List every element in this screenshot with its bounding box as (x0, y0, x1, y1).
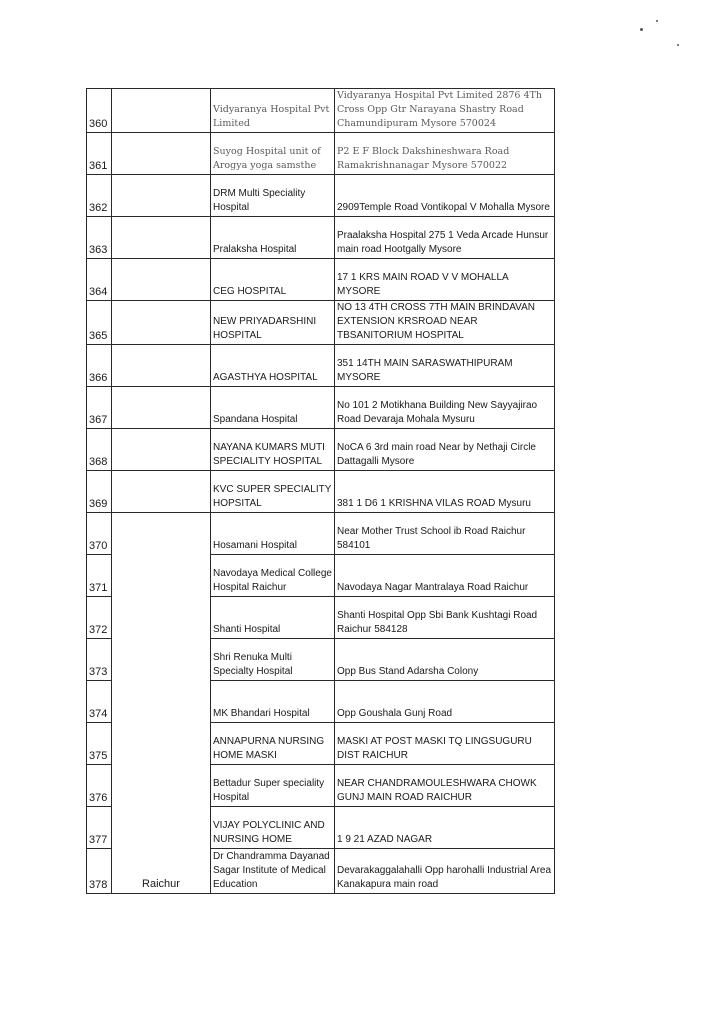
district-cell (112, 471, 211, 513)
district-cell (112, 345, 211, 387)
row-number: 374 (87, 681, 112, 723)
hospital-address: NO 13 4TH CROSS 7TH MAIN BRINDAVAN EXTENSION KRSROAD NEAR TBSANITORIUM HOSPITAL (335, 301, 555, 345)
row-number: 371 (87, 555, 112, 597)
hospital-name: Shanti Hospital (211, 597, 335, 639)
row-number: 366 (87, 345, 112, 387)
hospital-name: KVC SUPER SPECIALITY HOPSITAL (211, 471, 335, 513)
hospital-name: Dr Chandramma Dayanad Sagar Institute of Medical Education (211, 849, 335, 894)
row-number: 376 (87, 765, 112, 807)
hospital-name: Hosamani Hospital (211, 513, 335, 555)
district-cell (112, 259, 211, 301)
table-row (87, 387, 555, 429)
row-number: 360 (87, 89, 112, 133)
hospital-address: Opp Bus Stand Adarsha Colony (335, 639, 555, 681)
hospital-name: NEW PRIYADARSHINI HOSPITAL (211, 301, 335, 345)
row-number: 363 (87, 217, 112, 259)
hospital-name: ANNAPURNA NURSING HOME MASKI (211, 723, 335, 765)
district-cell (112, 175, 211, 217)
hospital-name: AGASTHYA HOSPITAL (211, 345, 335, 387)
hospital-name: Suyog Hospital unit of Arogya yoga samsthe (211, 133, 335, 175)
hospital-address: NEAR CHANDRAMOULESHWARA CHOWK GUNJ MAIN ROAD RAICHUR (335, 765, 555, 807)
district-label: Raichur (142, 878, 180, 890)
hospital-address: P2 E F Block Dakshineshwara Road Ramakrishnanagar Mysore 570022 (335, 133, 555, 175)
district-cell (112, 89, 211, 133)
hospital-name: Pralaksha Hospital (211, 217, 335, 259)
row-number: 365 (87, 301, 112, 345)
hospital-name: CEG HOSPITAL (211, 259, 335, 301)
row-number: 378 (87, 849, 112, 894)
hospital-address: 351 14TH MAIN SARASWATHIPURAM MYSORE (335, 345, 555, 387)
row-number: 368 (87, 429, 112, 471)
hospital-address: NoCA 6 3rd main road Near by Nethaji Circle Dattagalli Mysore (335, 429, 555, 471)
district-cell (112, 387, 211, 429)
scan-speck (677, 44, 679, 46)
hospital-address: Praalaksha Hospital 275 1 Veda Arcade Hunsur main road Hootgally Mysore (335, 217, 555, 259)
row-number: 377 (87, 807, 112, 849)
hospital-address: No 101 2 Motikhana Building New Sayyajirao Road Devaraja Mohala Mysuru (335, 387, 555, 429)
row-number: 370 (87, 513, 112, 555)
row-number: 375 (87, 723, 112, 765)
row-number: 369 (87, 471, 112, 513)
row-number: 362 (87, 175, 112, 217)
row-number: 367 (87, 387, 112, 429)
hospital-name: Navodaya Medical College Hospital Raichur (211, 555, 335, 597)
table-row (87, 217, 555, 259)
table-row (87, 259, 555, 301)
row-number: 373 (87, 639, 112, 681)
hospital-address: Devarakaggalahalli Opp harohalli Industrial Area Kanakapura main road (335, 849, 555, 894)
district-cell (112, 301, 211, 345)
hospital-address: 381 1 D6 1 KRISHNA VILAS ROAD Mysuru (335, 471, 555, 513)
district-cell (112, 513, 211, 894)
scan-speck (640, 28, 643, 31)
hospital-address: 2909Temple Road Vontikopal V Mohalla Mysore (335, 175, 555, 217)
hospital-address: 1 9 21 AZAD NAGAR (335, 807, 555, 849)
table-row (87, 471, 555, 513)
hospital-name: MK Bhandari Hospital (211, 681, 335, 723)
hospital-address: Opp Goushala Gunj Road (335, 681, 555, 723)
hospital-name: Vidyaranya Hospital Pvt Limited (211, 89, 335, 133)
district-cell (112, 133, 211, 175)
scan-speck (656, 20, 658, 22)
row-number: 361 (87, 133, 112, 175)
table-row (87, 89, 555, 133)
hospital-name: DRM Multi Speciality Hospital (211, 175, 335, 217)
table-row (87, 429, 555, 471)
district-cell (112, 217, 211, 259)
hospital-name: VIJAY POLYCLINIC AND NURSING HOME (211, 807, 335, 849)
table-row (87, 513, 555, 555)
hospital-address: Navodaya Nagar Mantralaya Road Raichur (335, 555, 555, 597)
hospital-name: Shri Renuka Multi Specialty Hospital (211, 639, 335, 681)
hospital-address: MASKI AT POST MASKI TQ LINGSUGURU DIST RAICHUR (335, 723, 555, 765)
table-row (87, 175, 555, 217)
district-cell (112, 429, 211, 471)
table-row (87, 301, 555, 345)
hospital-address: 17 1 KRS MAIN ROAD V V MOHALLA MYSORE (335, 259, 555, 301)
table-row (87, 345, 555, 387)
hospital-address: Near Mother Trust School ib Road Raichur 584101 (335, 513, 555, 555)
hospital-address: Shanti Hospital Opp Sbi Bank Kushtagi Road Raichur 584128 (335, 597, 555, 639)
hospital-name: NAYANA KUMARS MUTI SPECIALITY HOSPITAL (211, 429, 335, 471)
row-number: 364 (87, 259, 112, 301)
hospital-address: Vidyaranya Hospital Pvt Limited 2876 4Th Cross Opp Gtr Narayana Shastry Road Chamundipuram Mysore 570024 (335, 89, 555, 133)
row-number: 372 (87, 597, 112, 639)
hospital-name: Bettadur Super speciality Hospital (211, 765, 335, 807)
hospital-table (86, 88, 555, 894)
hospital-name: Spandana Hospital (211, 387, 335, 429)
table-row (87, 133, 555, 175)
